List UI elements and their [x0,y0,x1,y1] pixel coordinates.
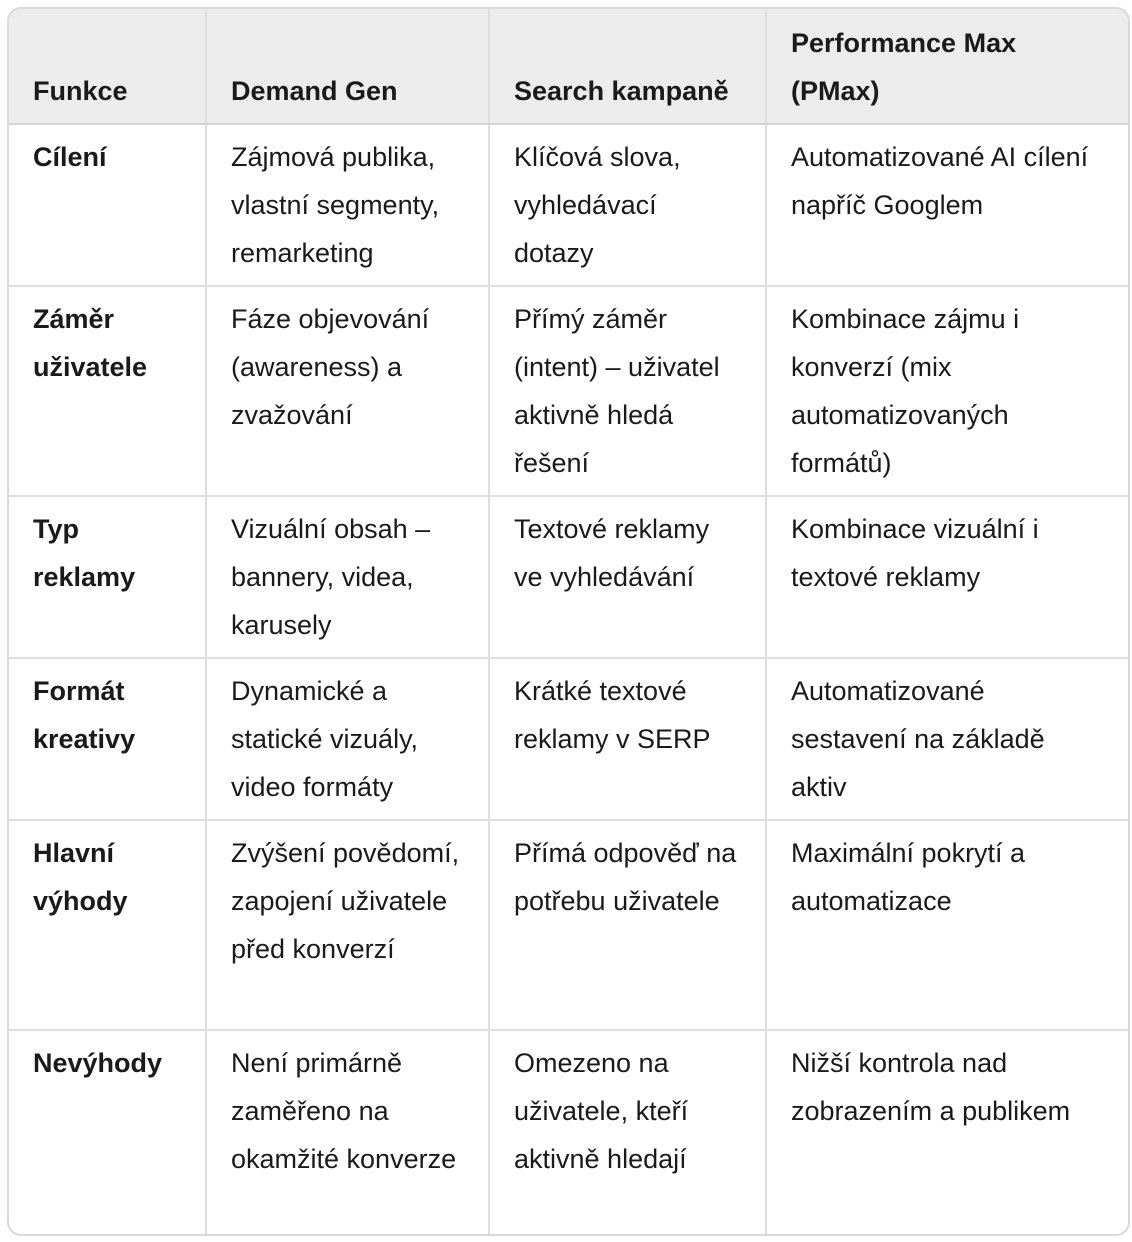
table-row [9,820,1128,1030]
demand-gen-cell: Zvýšení povědomí, zapojení uživatele před konverzí [206,820,489,1030]
table-body [9,124,1128,1236]
header-row [9,9,1128,124]
comparison-table [7,7,1130,1236]
search-cell: Textové reklamy ve vyhledávání [489,496,766,658]
table-header [9,9,1128,124]
header-cell-search: Search kampaně [489,9,766,124]
campaign-comparison-table [9,9,1128,1236]
table-row [9,658,1128,820]
table-row [9,496,1128,658]
pmax-cell: Kombinace zájmu i konverzí (mix automatizovaných formátů) [766,286,1128,496]
demand-gen-cell: Dynamické a statické vizuály, video formáty [206,658,489,820]
feature-cell: Záměr uživatele [9,286,206,496]
header-cell-pmax: Performance Max (PMax) [766,9,1128,124]
pmax-cell: Nižší kontrola nad zobrazením a publikem [791,1048,1071,1126]
search-cell: Omezeno na uživatele, kteří aktivně hledají [489,1030,766,1236]
search-cell: Přímý záměr (intent) – uživatel aktivně hledá řešení [489,286,766,496]
search-cell: Přímá odpověď na potřebu uživatele [489,820,766,1030]
demand-gen-cell: Vizuální obsah – bannery, videa, karusely [206,496,489,658]
feature-cell: Cílení [9,124,206,286]
search-cell: Krátké textové reklamy v SERP [489,658,766,820]
demand-gen-cell: Zájmová publika, vlastní segmenty, remarketing [206,124,489,286]
feature-cell: Hlavní výhody [9,820,206,1030]
table-row [9,286,1128,496]
feature-cell: Typ reklamy [9,496,206,658]
header-cell-demand-gen: Demand Gen [206,9,489,124]
pmax-cell: Kombinace vizuální i textové reklamy [766,496,1128,658]
pmax-cell: Maximální pokrytí a automatizace [766,820,1128,1030]
header-cell-funkce: Funkce [9,9,206,124]
search-cell: Klíčová slova, vyhledávací dotazy [489,124,766,286]
demand-gen-cell: Fáze objevování (awareness) a zvažování [206,286,489,496]
table-row [9,124,1128,286]
demand-gen-cell: Není primárně zaměřeno na okamžité konverze [206,1030,489,1236]
pmax-cell: Automatizované sestavení na základě aktiv [766,658,1128,820]
table-row [9,1030,1128,1236]
feature-cell: Formát kreativy [9,658,206,820]
pmax-cell: Automatizované AI cílení napříč Googlem [766,124,1128,286]
feature-cell: Nevýhody [9,1030,206,1236]
